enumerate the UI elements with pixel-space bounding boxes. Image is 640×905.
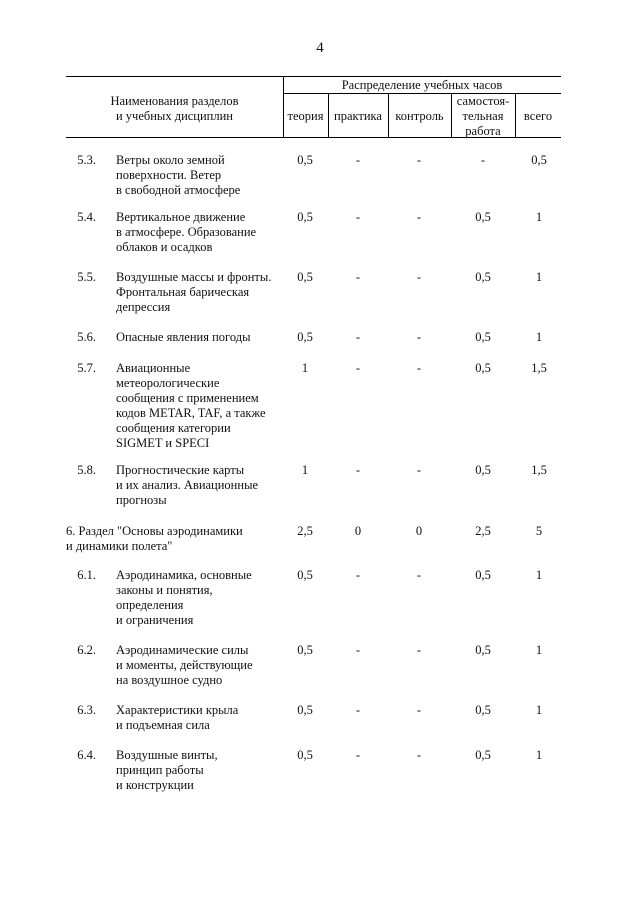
control-hours: -	[416, 330, 422, 344]
practice-hours: 0	[354, 524, 362, 538]
header-col-total: всего	[523, 109, 553, 123]
row-number: 5.8.	[77, 463, 96, 477]
total-hours: 1	[535, 330, 543, 344]
self-study-hours: -	[480, 153, 486, 167]
page-number: 4	[316, 40, 324, 56]
total-hours: 1	[535, 270, 543, 284]
control-hours: -	[416, 270, 422, 284]
theory-hours: 1	[301, 463, 309, 477]
control-hours: 0	[415, 524, 423, 538]
control-hours: -	[416, 703, 422, 717]
total-hours: 0,5	[531, 153, 547, 167]
theory-hours: 0,5	[297, 330, 313, 344]
section-title: 6. Раздел "Основы аэродинамики и динамики полета"	[66, 524, 243, 553]
row-number: 5.6.	[77, 330, 96, 344]
practice-hours: -	[355, 703, 361, 717]
practice-hours: -	[355, 748, 361, 762]
discipline-name: Опасные явления погоды	[116, 330, 251, 344]
header-col-theory: теория	[287, 109, 324, 123]
discipline-name: Прогностические карты и их анализ. Авиационные прогнозы	[116, 463, 259, 507]
total-hours: 1,5	[531, 463, 547, 477]
self-study-hours: 0,5	[475, 210, 491, 224]
self-study-hours: 0,5	[475, 748, 491, 762]
theory-hours: 1	[301, 361, 309, 375]
header-subrule	[283, 93, 561, 94]
row-number: 5.7.	[77, 361, 96, 375]
practice-hours: -	[355, 361, 361, 375]
header-distribution: Распределение учебных часов	[341, 78, 503, 92]
header-col-practice: практика	[334, 109, 382, 123]
discipline-name: Ветры около земной поверхности. Ветер в свободной атмосфере	[116, 153, 241, 197]
row-number: 5.4.	[77, 210, 96, 224]
self-study-hours: 2,5	[475, 524, 491, 538]
row-number: 6.1.	[77, 568, 96, 582]
discipline-name: Воздушные массы и фронты. Фронтальная барическая депрессия	[116, 270, 272, 314]
practice-hours: -	[355, 643, 361, 657]
theory-hours: 2,5	[297, 524, 313, 538]
practice-hours: -	[355, 463, 361, 477]
self-study-hours: 0,5	[475, 330, 491, 344]
total-hours: 1	[535, 748, 543, 762]
theory-hours: 0,5	[297, 703, 313, 717]
practice-hours: -	[355, 153, 361, 167]
row-number: 6.2.	[77, 643, 96, 657]
control-hours: -	[416, 361, 422, 375]
theory-hours: 0,5	[297, 153, 313, 167]
self-study-hours: 0,5	[475, 361, 491, 375]
theory-hours: 0,5	[297, 270, 313, 284]
self-study-hours: 0,5	[475, 463, 491, 477]
row-number: 5.3.	[77, 153, 96, 167]
control-hours: -	[416, 210, 422, 224]
discipline-name: Аэродинамические силы и моменты, действующие на воздушное судно	[116, 643, 253, 687]
self-study-hours: 0,5	[475, 568, 491, 582]
self-study-hours: 0,5	[475, 270, 491, 284]
theory-hours: 0,5	[297, 568, 313, 582]
total-hours: 1	[535, 210, 543, 224]
practice-hours: -	[355, 210, 361, 224]
total-hours: 1,5	[531, 361, 547, 375]
control-hours: -	[416, 153, 422, 167]
theory-hours: 0,5	[297, 748, 313, 762]
discipline-name: Аэродинамика, основные законы и понятия, определения и ограничения	[116, 568, 252, 627]
control-hours: -	[416, 463, 422, 477]
control-hours: -	[416, 568, 422, 582]
theory-hours: 0,5	[297, 210, 313, 224]
practice-hours: -	[355, 568, 361, 582]
header-col-control: контроль	[395, 109, 444, 123]
total-hours: 5	[535, 524, 543, 538]
discipline-name: Авиационные метеорологические сообщения с применением кодов METAR, TAF, а также сообщения категории SIGMET и SPECI	[116, 361, 266, 450]
row-number: 6.3.	[77, 703, 96, 717]
theory-hours: 0,5	[297, 643, 313, 657]
control-hours: -	[416, 643, 422, 657]
practice-hours: -	[355, 270, 361, 284]
header-names-column: Наименования разделов и учебных дисциплин	[110, 94, 239, 123]
self-study-hours: 0,5	[475, 643, 491, 657]
total-hours: 1	[535, 568, 543, 582]
self-study-hours: 0,5	[475, 703, 491, 717]
discipline-name: Характеристики крыла и подъемная сила	[116, 703, 239, 732]
total-hours: 1	[535, 643, 543, 657]
table-top-rule	[66, 76, 561, 77]
discipline-name: Вертикальное движение в атмосфере. Образование облаков и осадков	[116, 210, 257, 254]
header-col-self-study: самостоя- тельная работа	[456, 94, 510, 138]
control-hours: -	[416, 748, 422, 762]
discipline-name: Воздушные винты, принцип работы и конструкции	[116, 748, 218, 792]
practice-hours: -	[355, 330, 361, 344]
row-number: 6.4.	[77, 748, 96, 762]
total-hours: 1	[535, 703, 543, 717]
row-number: 5.5.	[77, 270, 96, 284]
